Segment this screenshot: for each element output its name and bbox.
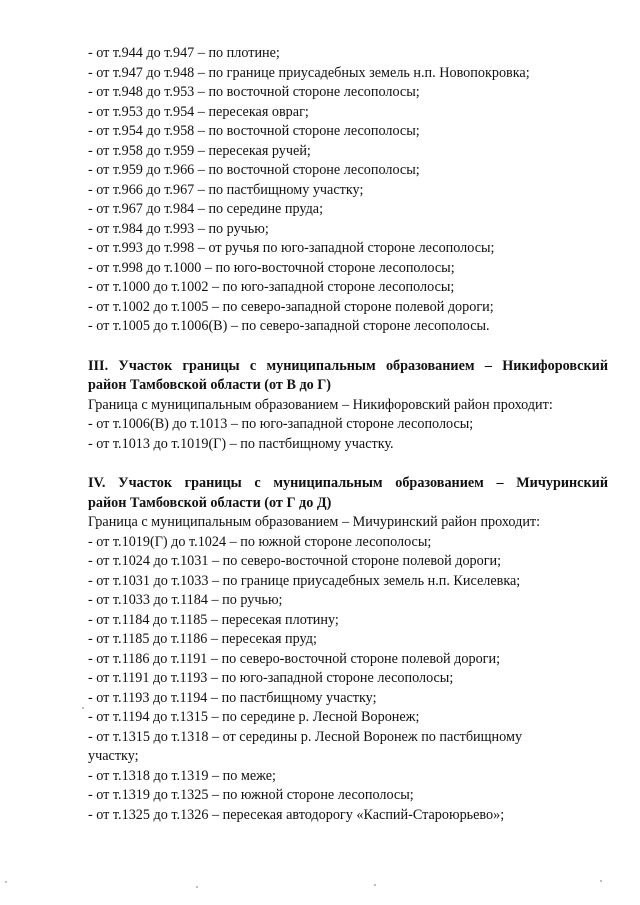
list-item: - от т.944 до т.947 – по плотине; xyxy=(88,45,280,61)
list-item: - от т.993 до т.998 – от ручья по юго-западной стороне лесополосы; xyxy=(88,240,495,256)
list-item: - от т.954 до т.958 – по восточной стороне лесополосы; xyxy=(88,123,420,139)
list-item-continuation: участку; xyxy=(88,748,139,764)
section-3 xyxy=(88,357,608,455)
list-item: - от т.1033 до т.1184 – по ручью; xyxy=(88,592,283,608)
section-3-heading-line-2: район Тамбовской области (от В до Г) xyxy=(88,377,332,393)
list-item: - от т.959 до т.966 – по восточной стороне лесополосы; xyxy=(88,162,420,178)
list-item: - от т.1315 до т.1318 – от середины р. Лесной Воронеж по пастбищному xyxy=(88,728,523,745)
list-item: - от т.948 до т.953 – по восточной стороне лесополосы; xyxy=(88,84,420,100)
list-item: - от т.947 до т.948 – по границе приусадебных земель н.п. Новопокровка; xyxy=(88,64,530,81)
section-4 xyxy=(88,474,608,825)
list-item: - от т.998 до т.1000 – по юго-восточной стороне лесополосы; xyxy=(88,259,455,276)
list-item: - от т.1325 до т.1326 – пересекая автодорогу «Каспий-Староюрьево»; xyxy=(88,806,505,823)
section-4-heading-line-1: IV. Участок границы с муниципальным образованием – Мичуринский xyxy=(88,475,608,491)
list-item: - от т.1005 до т.1006(В) – по северо-западной стороне лесополосы. xyxy=(88,318,490,334)
list-item: - от т.953 до т.954 – пересекая овраг; xyxy=(88,103,309,120)
list-item: - от т.1184 до т.1185 – пересекая плотину; xyxy=(88,611,339,628)
list-item: - от т.1194 до т.1315 – по середине р. Лесной Воронеж; xyxy=(88,709,420,725)
scan-speck xyxy=(5,881,7,883)
list-item: - от т.1031 до т.1033 – по границе приусадебных земель н.п. Киселевка; xyxy=(88,572,521,589)
scan-speck xyxy=(82,707,84,709)
list-item: - от т.1006(В) до т.1013 – по юго-западной стороне лесополосы; xyxy=(88,416,474,432)
scan-speck xyxy=(374,884,376,886)
section-3-heading-line-1: III. Участок границы с муниципальным образованием – Никифоровский xyxy=(88,357,608,374)
list-item: - от т.1019(Г) до т.1024 – по южной стороне лесополосы; xyxy=(88,533,432,550)
list-item: - от т.1000 до т.1002 – по юго-западной стороне лесополосы; xyxy=(88,279,455,295)
list-item: - от т.1319 до т.1325 – по южной стороне лесополосы; xyxy=(88,787,414,803)
boundary-list-section-2 xyxy=(88,44,608,337)
scan-speck xyxy=(600,880,602,882)
list-item: - от т.1002 до т.1005 – по северо-западной стороне полевой дороги; xyxy=(88,298,494,315)
list-item: - от т.1193 до т.1194 – по пастбищному участку; xyxy=(88,689,377,706)
section-4-heading-line-2: район Тамбовской области (от Г до Д) xyxy=(88,494,332,511)
list-item: - от т.1185 до т.1186 – пересекая пруд; xyxy=(88,631,317,647)
section-4-intro: Граница с муниципальным образованием – Мичуринский район проходит: xyxy=(88,514,541,530)
section-spacer xyxy=(88,454,608,474)
list-item: - от т.1318 до т.1319 – по меже; xyxy=(88,767,276,784)
list-item: - от т.1191 до т.1193 – по юго-западной стороне лесополосы; xyxy=(88,670,454,686)
list-item: - от т.958 до т.959 – пересекая ручей; xyxy=(88,142,311,159)
scan-speck xyxy=(196,886,198,888)
list-item: - от т.966 до т.967 – по пастбищному участку; xyxy=(88,181,364,198)
list-item: - от т.1013 до т.1019(Г) – по пастбищному участку. xyxy=(88,435,394,452)
section-spacer xyxy=(88,337,608,357)
list-item: - от т.1024 до т.1031 – по северо-восточной стороне полевой дороги; xyxy=(88,553,502,569)
list-item: - от т.1186 до т.1191 – по северо-восточной стороне полевой дороги; xyxy=(88,650,501,667)
document-page xyxy=(88,44,608,825)
list-item: - от т.984 до т.993 – по ручью; xyxy=(88,220,269,237)
section-3-intro: Граница с муниципальным образованием – Никифоровский район проходит: xyxy=(88,396,553,413)
list-item: - от т.967 до т.984 – по середине пруда; xyxy=(88,201,324,217)
